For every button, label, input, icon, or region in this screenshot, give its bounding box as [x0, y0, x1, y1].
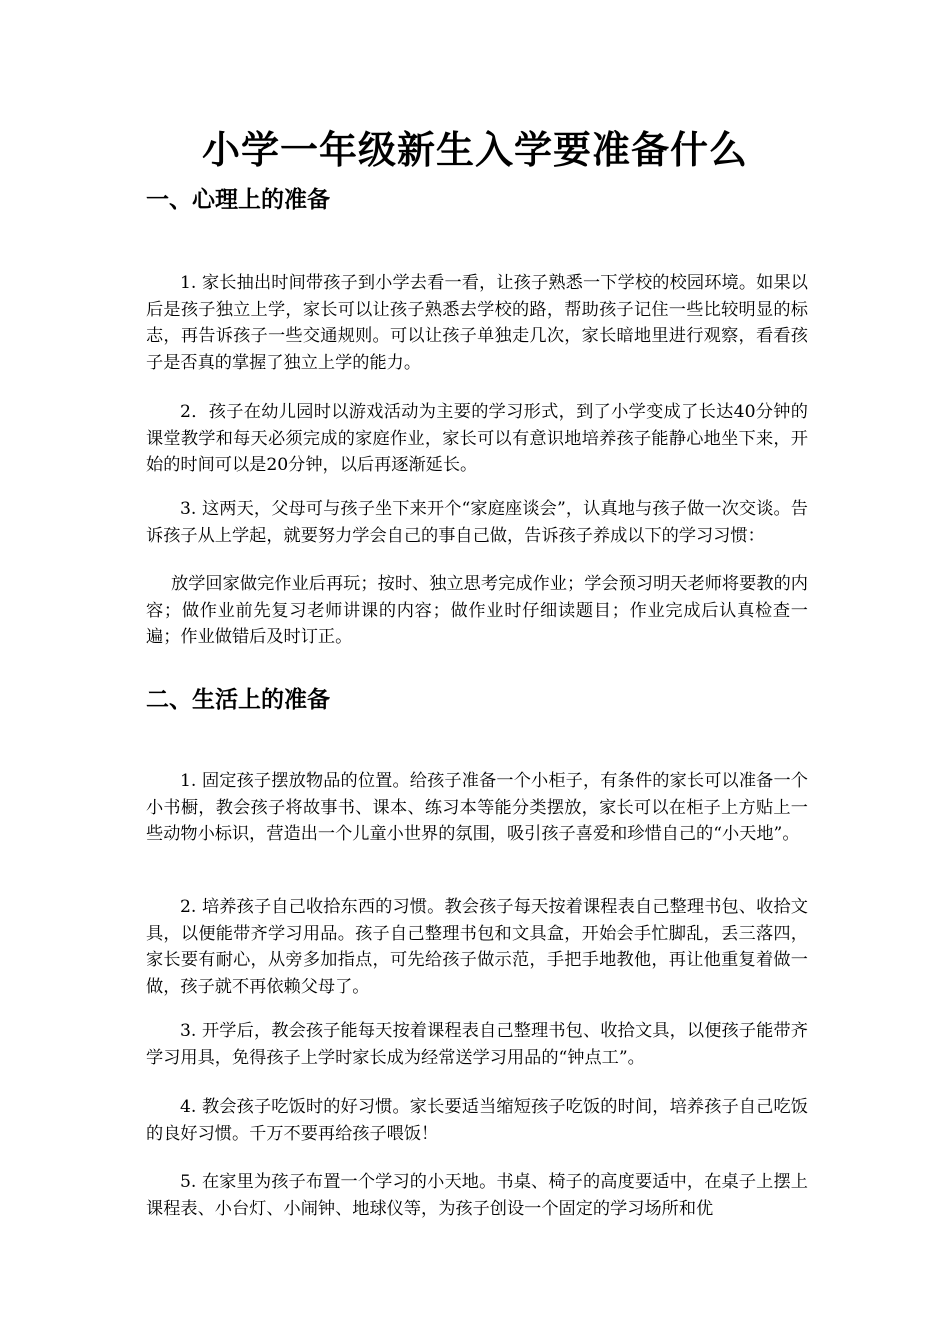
paragraph: 2．孩子在幼儿园时以游戏活动为主要的学习形式，到了小学变成了长达40分钟的课堂教学和每天必须完成的家庭作业，家长可以有意识地培养孩子能静心地坐下来，开始的时间可以是20分钟，以后再逐渐延长。 [146, 402, 808, 475]
paragraph: 1. 固定孩子摆放物品的位置。给孩子准备一个小柜子，有条件的家长可以准备一个小书橱，教会孩子将故事书、课本、练习本等能分类摆放，家长可以在柜子上方贴上一些动物小标识，营造出一个儿童小世界的氛围，吸引孩子喜爱和珍惜自己的“小天地”。 [146, 771, 808, 844]
paragraph: 1. 家长抽出时间带孩子到小学去看一看，让孩子熟悉一下学校的校园环境。如果以后是孩子独立上学，家长可以让孩子熟悉去学校的路，帮助孩子记住一些比较明显的标志，再告诉孩子一些交通规则。可以让孩子单独走几次，家长暗地里进行观察，看看孩子是否真的掌握了独立上学的能力。 [146, 273, 808, 373]
document-title: 小学一年级新生入学要准备什么 [201, 128, 748, 172]
section-heading-psychological: 一、心理上的准备 [146, 187, 330, 213]
paragraph: 放学回家做完作业后再玩；按时、独立思考完成作业；学会预习明天老师将要教的内容；做作业前先复习老师讲课的内容；做作业时仔细读题目；作业完成后认真检查一遍；作业做错后及时订正。 [146, 574, 808, 647]
paragraph: 3. 这两天，父母可与孩子坐下来开个“家庭座谈会”，认真地与孩子做一次交谈。告诉孩子从上学起，就要努力学会自己的事自己做，告诉孩子养成以下的学习习惯： [146, 499, 808, 546]
section-heading-daily-life: 二、生活上的准备 [146, 687, 330, 713]
paragraph: 4. 教会孩子吃饭时的好习惯。家长要适当缩短孩子吃饭的时间，培养孩子自己吃饭的良好习惯。千万不要再给孩子喂饭！ [146, 1097, 808, 1144]
paragraph: 2. 培养孩子自己收拾东西的习惯。教会孩子每天按着课程表自己整理书包、收拾文具，以便能带齐学习用品。孩子自己整理书包和文具盒，开始会手忙脚乱，丢三落四，家长要有耐心，从旁多加指点，可先给孩子做示范，手把手地教他，再让他重复着做一做，孩子就不再依赖父母了。 [146, 897, 808, 997]
paragraph: 5. 在家里为孩子布置一个学习的小天地。书桌、椅子的高度要适中，在桌子上摆上课程表、小台灯、小闹钟、地球仪等，为孩子创设一个固定的学习场所和优 [146, 1172, 808, 1219]
paragraph: 3. 开学后，教会孩子能每天按着课程表自己整理书包、收拾文具，以便孩子能带齐学习用具，免得孩子上学时家长成为经常送学习用品的“钟点工”。 [146, 1021, 808, 1068]
